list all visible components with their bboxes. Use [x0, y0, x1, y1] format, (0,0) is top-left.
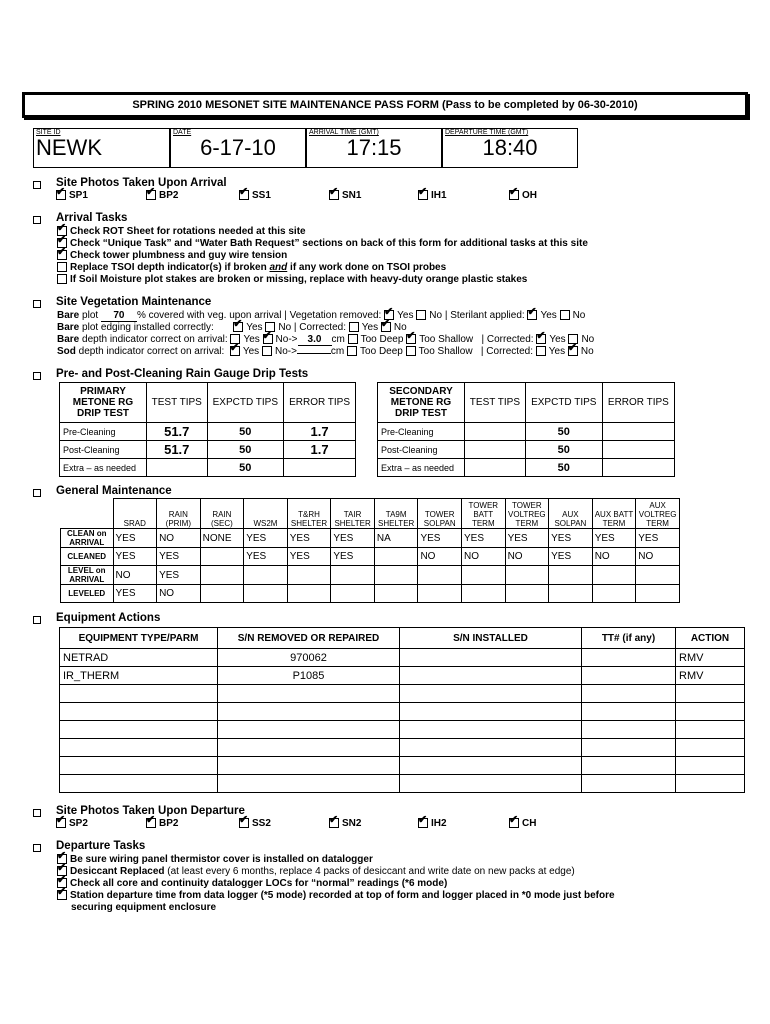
section-bullet-rain — [33, 372, 41, 380]
table-row — [60, 649, 745, 667]
checkbox-empty-icon[interactable] — [57, 262, 67, 272]
checkbox-checked-icon[interactable] — [146, 818, 156, 828]
table-row — [60, 757, 745, 775]
cell[interactable]: NO — [418, 548, 462, 566]
row-label: Extra – as needed — [378, 459, 465, 477]
cell[interactable] — [418, 585, 462, 603]
cell[interactable] — [400, 703, 582, 721]
row-label: Extra – as needed — [60, 459, 147, 477]
cell[interactable]: NO — [113, 566, 157, 585]
cell[interactable]: YES — [157, 548, 201, 566]
column-header: AUX BATT TERM — [592, 499, 636, 529]
column-header: AUX SOLPAN — [549, 499, 593, 529]
cell[interactable]: NO — [505, 548, 549, 566]
cell[interactable] — [418, 566, 462, 585]
cell[interactable] — [676, 703, 745, 721]
cell[interactable]: YES — [592, 529, 636, 548]
primary-rain-header: PRIMARY METONE RG DRIP TEST — [60, 383, 147, 423]
column-header: S/N INSTALLED — [400, 628, 582, 649]
cell[interactable]: NETRAD — [60, 649, 218, 667]
cell[interactable]: YES — [287, 529, 331, 548]
row-label: Post-Cleaning — [60, 441, 147, 459]
cell[interactable] — [465, 441, 526, 459]
cell[interactable]: NO — [157, 585, 201, 603]
error-tips-header: ERROR TIPS — [284, 383, 356, 423]
table-row — [60, 775, 745, 793]
checkbox-empty-icon[interactable] — [349, 322, 359, 332]
cell[interactable] — [592, 566, 636, 585]
cell[interactable]: 50 — [207, 423, 284, 441]
photo-check-0[interactable]: ✔SP1 — [56, 190, 88, 201]
cell[interactable] — [374, 566, 418, 585]
photo-check-1[interactable]: ✔ BP2 — [146, 818, 178, 829]
departure-task-2[interactable]: ✔Desiccant Replaced (at least every 6 months, replace 4 packs of desiccant and write date on new packs at edge) — [57, 866, 575, 877]
cell[interactable]: YES — [549, 529, 593, 548]
cell[interactable] — [200, 585, 244, 603]
form-title: SPRING 2010 MESONET SITE MAINTENANCE PASS FORM (Pass to be completed by 06-30-2010) — [132, 99, 638, 111]
cell[interactable]: NO — [592, 548, 636, 566]
cell[interactable] — [549, 585, 593, 603]
column-header: SRAD — [113, 499, 157, 529]
cell[interactable]: YES — [113, 529, 157, 548]
checkbox-empty-icon[interactable] — [347, 346, 357, 356]
row-label: Pre-Cleaning — [378, 423, 465, 441]
corner-cell — [61, 499, 114, 529]
cell[interactable] — [244, 585, 288, 603]
cell[interactable]: YES — [287, 548, 331, 566]
arrival-task-1[interactable]: ✔Check ROT Sheet for rotations needed at this site — [57, 226, 306, 237]
veg-line-3: Bare depth indicator correct on arrival: Yes ✔ No-> 3.0 cm Too Deep ✔ Too Shallow | Corrected: ✔ Yes No — [57, 334, 594, 346]
departure-value: 18:40 — [482, 135, 538, 160]
cell[interactable] — [505, 585, 549, 603]
cell[interactable] — [60, 739, 218, 757]
cell[interactable]: 970062 — [218, 649, 400, 667]
checkbox-checked-icon[interactable] — [509, 190, 519, 200]
cell[interactable]: 1.7 — [284, 441, 356, 459]
cell[interactable]: YES — [331, 529, 375, 548]
equipment-title: Equipment Actions — [56, 612, 161, 624]
checkbox-checked-icon[interactable] — [239, 190, 249, 200]
table-row — [61, 548, 680, 566]
table-row — [60, 721, 745, 739]
column-header: TOWER BATT TERM — [462, 499, 506, 529]
checkbox-empty-icon[interactable] — [262, 346, 272, 356]
cell[interactable] — [60, 721, 218, 739]
checkbox-checked-icon[interactable] — [509, 818, 519, 828]
expctd-tips-header: EXPCTD TIPS — [525, 383, 602, 423]
table-row — [60, 667, 745, 685]
arrival-value: 17:15 — [346, 135, 402, 160]
checkbox-empty-icon[interactable] — [536, 346, 546, 356]
column-header: AUX VOLTREG TERM — [636, 499, 680, 529]
departure-task-1[interactable]: ✔Be sure wiring panel thermistor cover is installed on datalogger — [57, 854, 373, 865]
checkbox-checked-icon[interactable] — [329, 818, 339, 828]
cell[interactable] — [60, 703, 218, 721]
veg-line-1: Bare plot 70 % covered with veg. upon arrival | Vegetation removed: ✔ Yes No | Sterilant applied: ✔ Yes No — [57, 310, 585, 322]
section-bullet-general — [33, 489, 41, 497]
error-tips-header: ERROR TIPS — [602, 383, 674, 423]
cell[interactable]: YES — [418, 529, 462, 548]
photos-arrival-title: Site Photos Taken Upon Arrival — [56, 177, 227, 189]
section-bullet-arrival-tasks — [33, 216, 41, 224]
cell[interactable] — [60, 685, 218, 703]
checkbox-checked-icon[interactable] — [56, 818, 66, 828]
checkbox-checked-icon[interactable] — [263, 334, 273, 344]
cell[interactable] — [582, 649, 676, 667]
cell[interactable] — [582, 775, 676, 793]
checkbox-checked-icon[interactable] — [233, 322, 243, 332]
cell[interactable] — [505, 566, 549, 585]
general-title: General Maintenance — [56, 485, 172, 497]
section-bullet-vegetation — [33, 300, 41, 308]
cell[interactable]: YES — [331, 548, 375, 566]
cell[interactable] — [462, 585, 506, 603]
cell[interactable] — [676, 739, 745, 757]
cell[interactable]: YES — [113, 548, 157, 566]
cell[interactable] — [218, 775, 400, 793]
column-header: T&RH SHELTER — [287, 499, 331, 529]
site-id-value: NEWK — [36, 135, 102, 160]
section-bullet-photos-arrival — [33, 181, 41, 189]
column-header: S/N REMOVED OR REPAIRED — [218, 628, 400, 649]
cell[interactable]: 1.7 — [284, 423, 356, 441]
cell[interactable] — [287, 566, 331, 585]
cell[interactable] — [374, 548, 418, 566]
cell[interactable] — [218, 739, 400, 757]
table-row — [61, 529, 680, 548]
header-fields — [33, 128, 577, 168]
checkbox-checked-icon[interactable] — [406, 334, 416, 344]
arrival-tasks-title: Arrival Tasks — [56, 212, 128, 224]
cell[interactable] — [60, 757, 218, 775]
general-maintenance-table — [60, 498, 680, 603]
column-header: TOWER VOLTREG TERM — [505, 499, 549, 529]
row-label: LEVEL on ARRIVAL — [61, 566, 114, 585]
departure-task-4-cont: securing equipment enclosure — [71, 902, 217, 913]
checkbox-checked-icon[interactable] — [239, 818, 249, 828]
cell[interactable] — [582, 703, 676, 721]
sod-depth-field[interactable] — [297, 353, 331, 354]
cell[interactable] — [284, 459, 356, 477]
cell[interactable] — [582, 685, 676, 703]
cell[interactable] — [400, 757, 582, 775]
checkbox-empty-icon[interactable] — [406, 346, 416, 356]
column-header: ACTION — [676, 628, 745, 649]
cell[interactable]: YES — [462, 529, 506, 548]
row-label: CLEAN on ARRIVAL — [61, 529, 114, 548]
checkbox-empty-icon[interactable] — [348, 334, 358, 344]
departure-task-4[interactable]: ✔Station departure time from data logger (*5 mode) recorded at top of form and logger placed in *0 mode just before — [57, 890, 615, 901]
cell[interactable] — [582, 721, 676, 739]
secondary-rain-table — [377, 382, 675, 477]
cell[interactable]: 51.7 — [147, 423, 208, 441]
test-tips-header: TEST TIPS — [147, 383, 208, 423]
checkbox-checked-icon[interactable] — [57, 890, 67, 900]
date-field[interactable] — [170, 128, 306, 168]
cell[interactable]: NO — [636, 548, 680, 566]
checkbox-checked-icon[interactable] — [329, 190, 339, 200]
cell[interactable] — [582, 739, 676, 757]
bare-depth-field[interactable]: 3.0 — [298, 334, 332, 346]
cell[interactable] — [147, 459, 208, 477]
column-header: EQUIPMENT TYPE/PARM — [60, 628, 218, 649]
table-row — [61, 585, 680, 603]
photo-check-5[interactable]: ✔ OH — [509, 190, 537, 201]
cell[interactable] — [218, 703, 400, 721]
date-value: 6-17-10 — [200, 135, 276, 160]
cell[interactable]: P1085 — [218, 667, 400, 685]
equipment-table — [59, 627, 745, 793]
test-tips-header: TEST TIPS — [465, 383, 526, 423]
cell[interactable] — [676, 685, 745, 703]
photos-departure-checklist — [56, 818, 656, 832]
cell[interactable] — [374, 585, 418, 603]
photo-check-1[interactable]: ✔ BP2 — [146, 190, 178, 201]
photos-arrival-checklist — [56, 190, 656, 204]
arrival-task-5[interactable]: If Soil Moisture plot stakes are broken or missing, replace with heavy-duty orange plastic stakes — [57, 274, 527, 285]
cell[interactable] — [287, 585, 331, 603]
cell[interactable]: RMV — [676, 649, 745, 667]
cell[interactable]: 50 — [525, 423, 602, 441]
row-label: LEVELED — [61, 585, 114, 603]
table-row — [61, 566, 680, 585]
checkbox-checked-icon[interactable] — [381, 322, 391, 332]
cell[interactable] — [636, 566, 680, 585]
checkbox-checked-icon[interactable] — [57, 250, 67, 260]
cell[interactable] — [331, 585, 375, 603]
cell[interactable] — [582, 667, 676, 685]
cell[interactable] — [592, 585, 636, 603]
cell[interactable]: RMV — [676, 667, 745, 685]
checkbox-empty-icon[interactable] — [416, 310, 426, 320]
cell[interactable]: YES — [244, 548, 288, 566]
cell[interactable]: YES — [157, 566, 201, 585]
arrival-task-2[interactable]: ✔Check “Unique Task” and “Water Bath Request” sections on back of this form for additional tasks at this site — [57, 238, 588, 249]
arrival-label: ARRIVAL TIME (GMT) — [309, 129, 379, 136]
checkbox-checked-icon[interactable] — [536, 334, 546, 344]
cell[interactable]: 50 — [525, 459, 602, 477]
column-header: TA9M SHELTER — [374, 499, 418, 529]
cell[interactable] — [400, 649, 582, 667]
cell[interactable] — [676, 757, 745, 775]
table-row — [60, 739, 745, 757]
site-id-field[interactable] — [33, 128, 170, 168]
photo-check-4[interactable]: ✔ IH2 — [418, 818, 447, 829]
photo-check-0[interactable]: ✔SP2 — [56, 818, 88, 829]
cell[interactable] — [244, 566, 288, 585]
cell[interactable]: YES — [244, 529, 288, 548]
checkbox-checked-icon[interactable] — [418, 190, 428, 200]
photo-check-2[interactable]: ✔ SS1 — [239, 190, 271, 201]
row-label: CLEANED — [61, 548, 114, 566]
cell[interactable] — [218, 721, 400, 739]
column-header: WS2M — [244, 499, 288, 529]
cell[interactable]: 50 — [207, 459, 284, 477]
column-header: TT# (if any) — [582, 628, 676, 649]
column-header: TOWER SOLPAN — [418, 499, 462, 529]
checkbox-checked-icon[interactable] — [230, 346, 240, 356]
photo-check-5[interactable]: ✔ CH — [509, 818, 536, 829]
site-id-label: SITE ID — [36, 129, 61, 136]
cell[interactable] — [462, 566, 506, 585]
row-label: Post-Cleaning — [378, 441, 465, 459]
checkbox-checked-icon[interactable] — [146, 190, 156, 200]
cell[interactable]: IR_THERM — [60, 667, 218, 685]
departure-field[interactable] — [442, 128, 578, 168]
cell[interactable] — [400, 739, 582, 757]
checkbox-checked-icon[interactable] — [418, 818, 428, 828]
cell[interactable] — [218, 757, 400, 775]
departure-task-3[interactable]: ✔Check all core and continuity datalogger LOCs for “normal” readings (*6 mode) — [57, 878, 447, 889]
cell[interactable] — [676, 775, 745, 793]
cell[interactable] — [400, 685, 582, 703]
cell[interactable] — [676, 721, 745, 739]
date-label: DATE — [173, 129, 192, 136]
table-row — [60, 685, 745, 703]
cell[interactable] — [582, 757, 676, 775]
cell[interactable] — [200, 548, 244, 566]
cell[interactable] — [218, 685, 400, 703]
cell[interactable] — [602, 441, 674, 459]
veg-line-2: Bare plot edging installed correctly: ✔ Yes No | Corrected: Yes ✔ No — [57, 322, 407, 333]
cell[interactable] — [602, 423, 674, 441]
cell[interactable] — [636, 585, 680, 603]
cell[interactable]: YES — [505, 529, 549, 548]
cell[interactable]: YES — [113, 585, 157, 603]
cell[interactable] — [549, 566, 593, 585]
photo-check-2[interactable]: ✔ SS2 — [239, 818, 271, 829]
vegetation-title: Site Vegetation Maintenance — [56, 296, 212, 308]
cell[interactable]: NONE — [200, 529, 244, 548]
cell[interactable] — [60, 775, 218, 793]
section-bullet-departure — [33, 844, 41, 852]
cell[interactable] — [400, 667, 582, 685]
departure-tasks-title: Departure Tasks — [56, 840, 146, 852]
cell[interactable]: 50 — [207, 441, 284, 459]
checkbox-empty-icon[interactable] — [560, 310, 570, 320]
cell[interactable]: 50 — [525, 441, 602, 459]
checkbox-checked-icon[interactable] — [56, 190, 66, 200]
cell[interactable] — [602, 459, 674, 477]
primary-rain-table — [59, 382, 356, 477]
cell[interactable]: NA — [374, 529, 418, 548]
checkbox-empty-icon[interactable] — [57, 274, 67, 284]
photo-check-4[interactable]: ✔ IH1 — [418, 190, 447, 201]
column-header: RAIN (PRIM) — [157, 499, 201, 529]
cell[interactable]: YES — [549, 548, 593, 566]
veg-line-4: Sod depth indicator correct on arrival: ✔ Yes No-> cm Too Deep Too Shallow | Corrected: Yes ✔ No — [57, 346, 594, 357]
cell[interactable] — [331, 566, 375, 585]
arrival-field[interactable] — [306, 128, 442, 168]
form-title-box — [22, 92, 748, 118]
cell[interactable] — [400, 775, 582, 793]
section-bullet-equipment — [33, 616, 41, 624]
cell[interactable] — [465, 423, 526, 441]
column-header: RAIN (SEC) — [200, 499, 244, 529]
cell[interactable]: NO — [462, 548, 506, 566]
checkbox-checked-icon[interactable] — [568, 346, 578, 356]
expctd-tips-header: EXPCTD TIPS — [207, 383, 284, 423]
rain-title: Pre- and Post-Cleaning Rain Gauge Drip Tests — [56, 368, 309, 380]
row-label: Pre-Cleaning — [60, 423, 147, 441]
column-header: TAIR SHELTER — [331, 499, 375, 529]
cell[interactable]: NO — [157, 529, 201, 548]
section-bullet-photos-departure — [33, 809, 41, 817]
cell[interactable] — [465, 459, 526, 477]
departure-label: DEPARTURE TIME (GMT) — [445, 129, 529, 136]
cell[interactable]: YES — [636, 529, 680, 548]
photo-check-3[interactable]: ✔ SN1 — [329, 190, 361, 201]
cell[interactable] — [200, 566, 244, 585]
photos-departure-title: Site Photos Taken Upon Departure — [56, 805, 245, 817]
cell[interactable]: 51.7 — [147, 441, 208, 459]
arrival-task-3[interactable]: ✔Check tower plumbness and guy wire tension — [57, 250, 287, 261]
photo-check-3[interactable]: ✔ SN2 — [329, 818, 361, 829]
veg-pct-field[interactable]: 70 — [101, 310, 137, 322]
checkbox-checked-icon[interactable] — [527, 310, 537, 320]
arrival-task-4[interactable]: Replace TSOI depth indicator(s) if broken and if any work done on TSOI probes — [57, 262, 446, 273]
secondary-rain-header: SECONDARY METONE RG DRIP TEST — [378, 383, 465, 423]
table-row — [60, 703, 745, 721]
cell[interactable] — [400, 721, 582, 739]
